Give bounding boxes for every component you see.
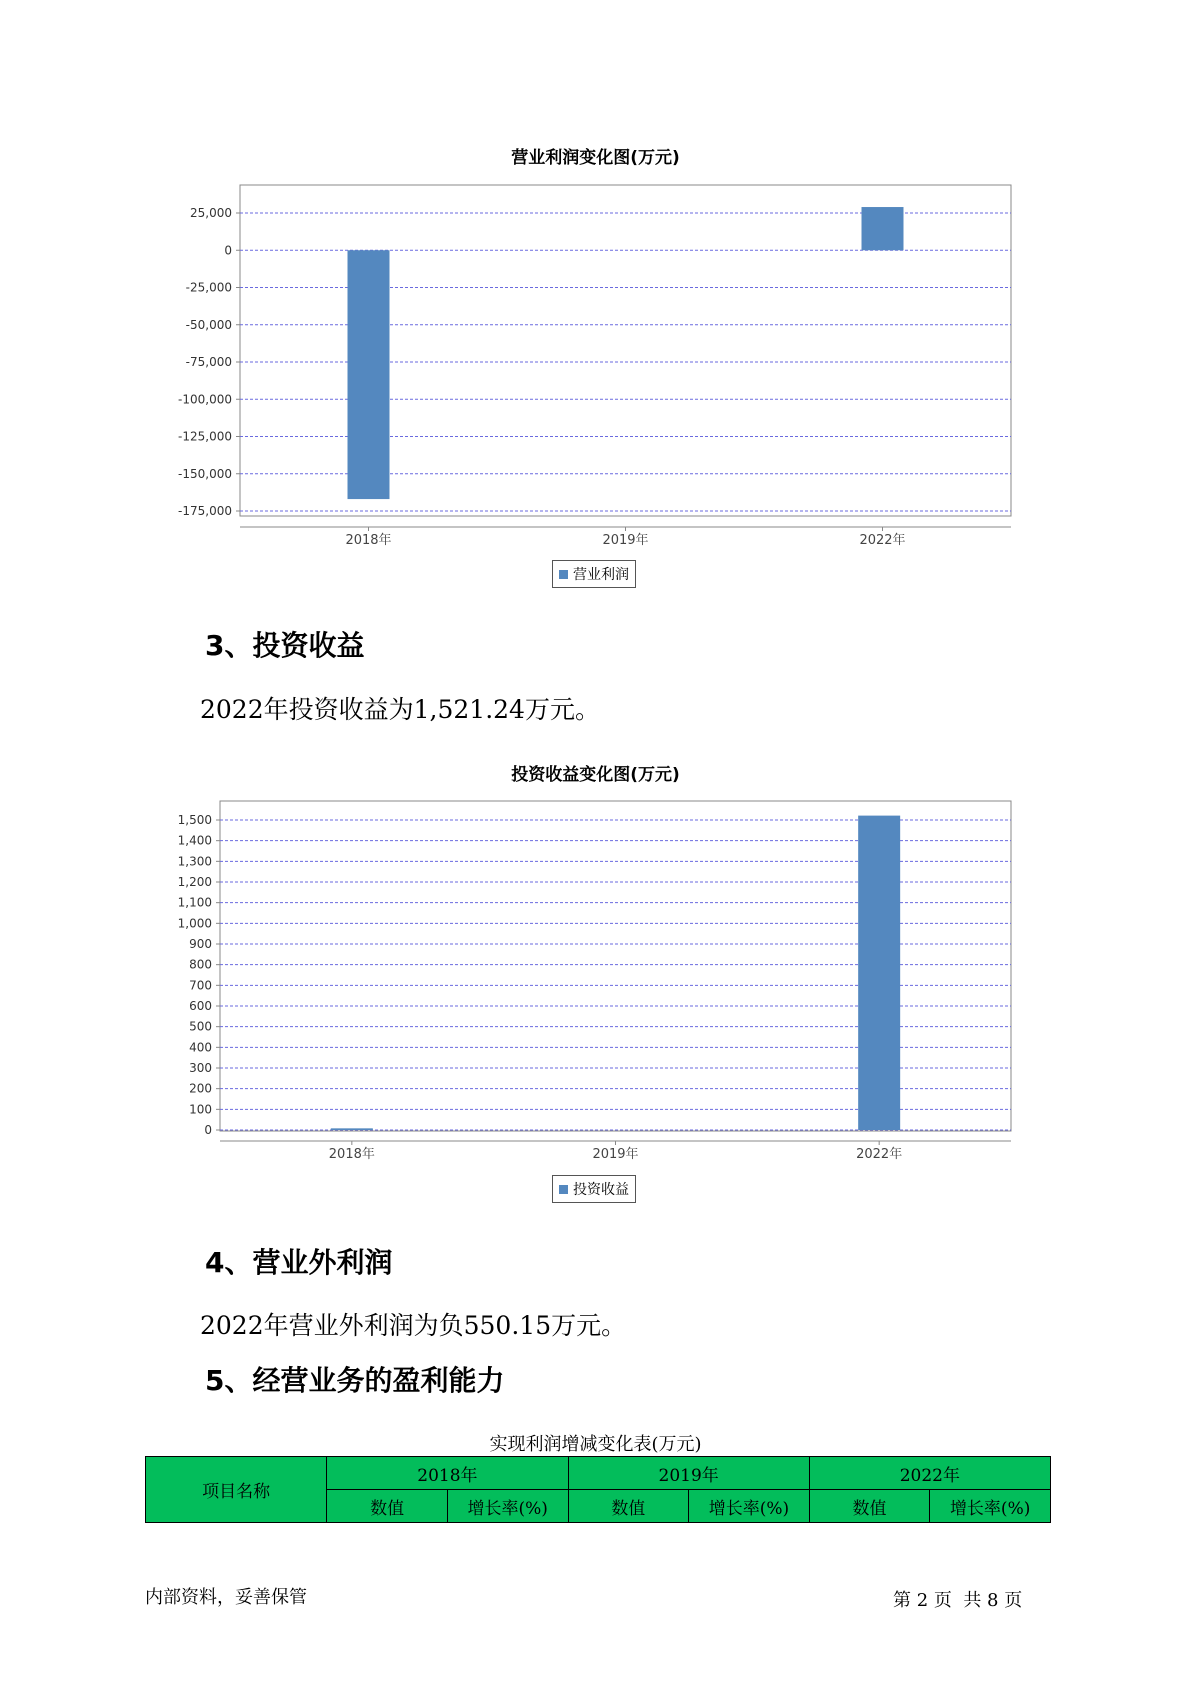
y-tick-label: 25,000	[190, 206, 232, 220]
y-tick-label: -50,000	[185, 317, 232, 332]
y-tick-label: 1,500	[177, 813, 212, 827]
subheader-growth: 增长率(%)	[930, 1490, 1051, 1523]
y-tick-label: 100	[189, 1102, 212, 1117]
bar	[858, 816, 900, 1130]
section-heading: 5、经营业务的盈利能力	[205, 1364, 505, 1397]
subheader-growth: 增长率(%)	[447, 1490, 568, 1523]
y-tick-label: 1,000	[177, 916, 212, 931]
y-tick-label: 200	[189, 1081, 212, 1096]
y-tick-label: 300	[189, 1061, 212, 1075]
chart-legend	[552, 1175, 636, 1203]
bar	[331, 1128, 373, 1130]
legend-label: 投资收益	[573, 1182, 629, 1198]
y-tick-label: 500	[189, 1019, 212, 1034]
y-tick-label: 1,100	[177, 895, 212, 910]
legend-swatch	[559, 1185, 568, 1194]
table-header-row	[146, 1457, 1051, 1490]
x-tick-label: 2022年	[856, 1147, 903, 1162]
header-year: 2018年	[327, 1457, 568, 1490]
footer-page-number: 第 2 页 共 8 页	[893, 1590, 1023, 1611]
y-tick-label: -175,000	[178, 504, 232, 518]
y-tick-label: 600	[189, 999, 212, 1013]
y-tick-label: 0	[204, 1123, 212, 1137]
header-year: 2022年	[809, 1457, 1050, 1490]
y-tick-label: 800	[189, 957, 212, 972]
x-tick-label: 2019年	[592, 1147, 639, 1162]
y-tick-label: 1,200	[177, 875, 212, 889]
section-text: 2022年营业外利润为负550.15万元。	[200, 1311, 627, 1340]
section-heading: 4、营业外利润	[205, 1246, 393, 1279]
header-item-name: 项目名称	[146, 1457, 327, 1523]
y-tick-label: 0	[224, 243, 232, 258]
chart-title: 营业利润变化图(万元)	[511, 148, 680, 168]
section-text: 2022年投资收益为1,521.24万元。	[200, 695, 600, 724]
legend-label: 营业利润	[573, 567, 629, 583]
footer-confidential: 内部资料，妥善保管	[145, 1587, 307, 1608]
y-tick-label: 400	[189, 1040, 212, 1055]
y-tick-label: 700	[189, 978, 212, 993]
y-tick-label: -100,000	[178, 392, 232, 407]
subheader-value: 数值	[327, 1490, 448, 1523]
subheader-value: 数值	[809, 1490, 930, 1523]
y-tick-label: -125,000	[178, 429, 232, 444]
y-tick-label: 1,300	[177, 854, 212, 869]
subheader-value: 数值	[568, 1490, 689, 1523]
profit-change-table	[145, 1456, 1051, 1523]
y-tick-label: 1,400	[177, 833, 212, 848]
x-tick-label: 2022年	[859, 533, 906, 548]
y-tick-label: 900	[189, 937, 212, 951]
chart-title: 投资收益变化图(万元)	[511, 765, 680, 785]
y-tick-label: -25,000	[185, 280, 232, 295]
subheader-growth: 增长率(%)	[689, 1490, 810, 1523]
header-year: 2019年	[568, 1457, 809, 1490]
x-tick-label: 2018年	[328, 1147, 375, 1162]
x-tick-label: 2018年	[345, 533, 392, 548]
table-caption: 实现利润增减变化表(万元)	[489, 1434, 702, 1455]
y-tick-label: -75,000	[185, 355, 232, 369]
section-heading: 3、投资收益	[205, 629, 365, 662]
x-tick-label: 2019年	[602, 533, 649, 548]
y-tick-label: -150,000	[178, 466, 232, 481]
